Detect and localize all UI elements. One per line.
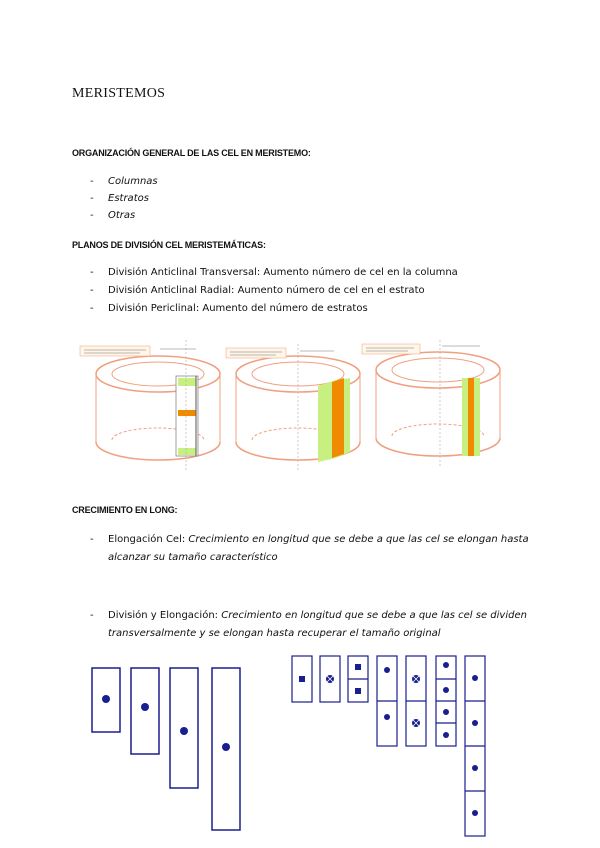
paragraph-text: Crecimiento en longitud que se debe a que las cel se elongan hasta: [185, 534, 529, 545]
page-title: MERISTEMOS: [72, 86, 166, 101]
bullet-dash: -: [90, 534, 94, 545]
cylinder-periclinal: [362, 340, 500, 466]
list-item: - División Anticlinal Radial: Aumento número de cel en el estrato: [90, 285, 425, 296]
list-item: - Otras: [90, 210, 136, 221]
nucleus: [384, 667, 390, 673]
elongation-cells-figure: [92, 668, 240, 830]
nucleus: [102, 695, 110, 703]
nucleus: [355, 664, 361, 670]
paragraph-text: transversalmente y se elongan hasta recuperar el tamaño original: [108, 628, 441, 639]
bullet-dash: -: [90, 210, 94, 221]
nucleus: [222, 743, 230, 751]
list-item: - Columnas: [90, 176, 158, 187]
heading-organizacion: ORGANIZACIÓN GENERAL DE LAS CEL EN MERISTEMO:: [72, 148, 311, 158]
nucleus: [472, 765, 478, 771]
nucleus: [141, 703, 149, 711]
paragraph-division: [90, 607, 527, 643]
nucleus: [472, 675, 478, 681]
nucleus: [443, 732, 449, 738]
paragraph-lead: Elongación Cel:: [108, 534, 186, 545]
nucleus: [180, 727, 188, 735]
list-item: - División Anticlinal Transversal: Aumento número de cel en la columna: [90, 267, 458, 278]
nucleus: [355, 688, 361, 694]
nucleus: [443, 662, 449, 668]
nucleus: [443, 709, 449, 715]
nucleus: [443, 687, 449, 693]
paragraph-text: alcanzar su tamaño característico: [108, 552, 278, 563]
paragraph-text: Crecimiento en longitud que se debe a que las cel se dividen: [218, 610, 527, 621]
bullet-dash: -: [90, 267, 94, 278]
heading-crecimiento: CRECIMIENTO EN LONG:: [72, 505, 178, 515]
cylinder-anticlinal-radial: [226, 344, 360, 470]
list-item: - División Periclinal: Aumento del número de estratos: [90, 303, 368, 314]
bullet-dash: -: [90, 610, 94, 621]
bullet-dash: -: [90, 303, 94, 314]
cylinder-anticlinal-transversal: [80, 340, 220, 470]
heading-planos: PLANOS DE DIVISIÓN CEL MERISTEMÁTICAS:: [72, 240, 266, 250]
paragraph-lead: División y Elongación:: [108, 610, 219, 621]
nucleus: [299, 676, 305, 682]
bullet-dash: -: [90, 176, 94, 187]
nucleus: [384, 714, 390, 720]
nucleus: [472, 810, 478, 816]
bullet-dash: -: [90, 193, 94, 204]
bullet-dash: -: [90, 285, 94, 296]
nucleus: [472, 720, 478, 726]
division-nuclei: [299, 662, 478, 816]
dividing-nucleus-hatch: [327, 676, 419, 726]
list-item: - Estratos: [90, 193, 149, 204]
elongation-nuclei: [102, 695, 230, 751]
division-cells-figure: [292, 656, 485, 836]
paragraph-elongacion: [90, 531, 529, 567]
